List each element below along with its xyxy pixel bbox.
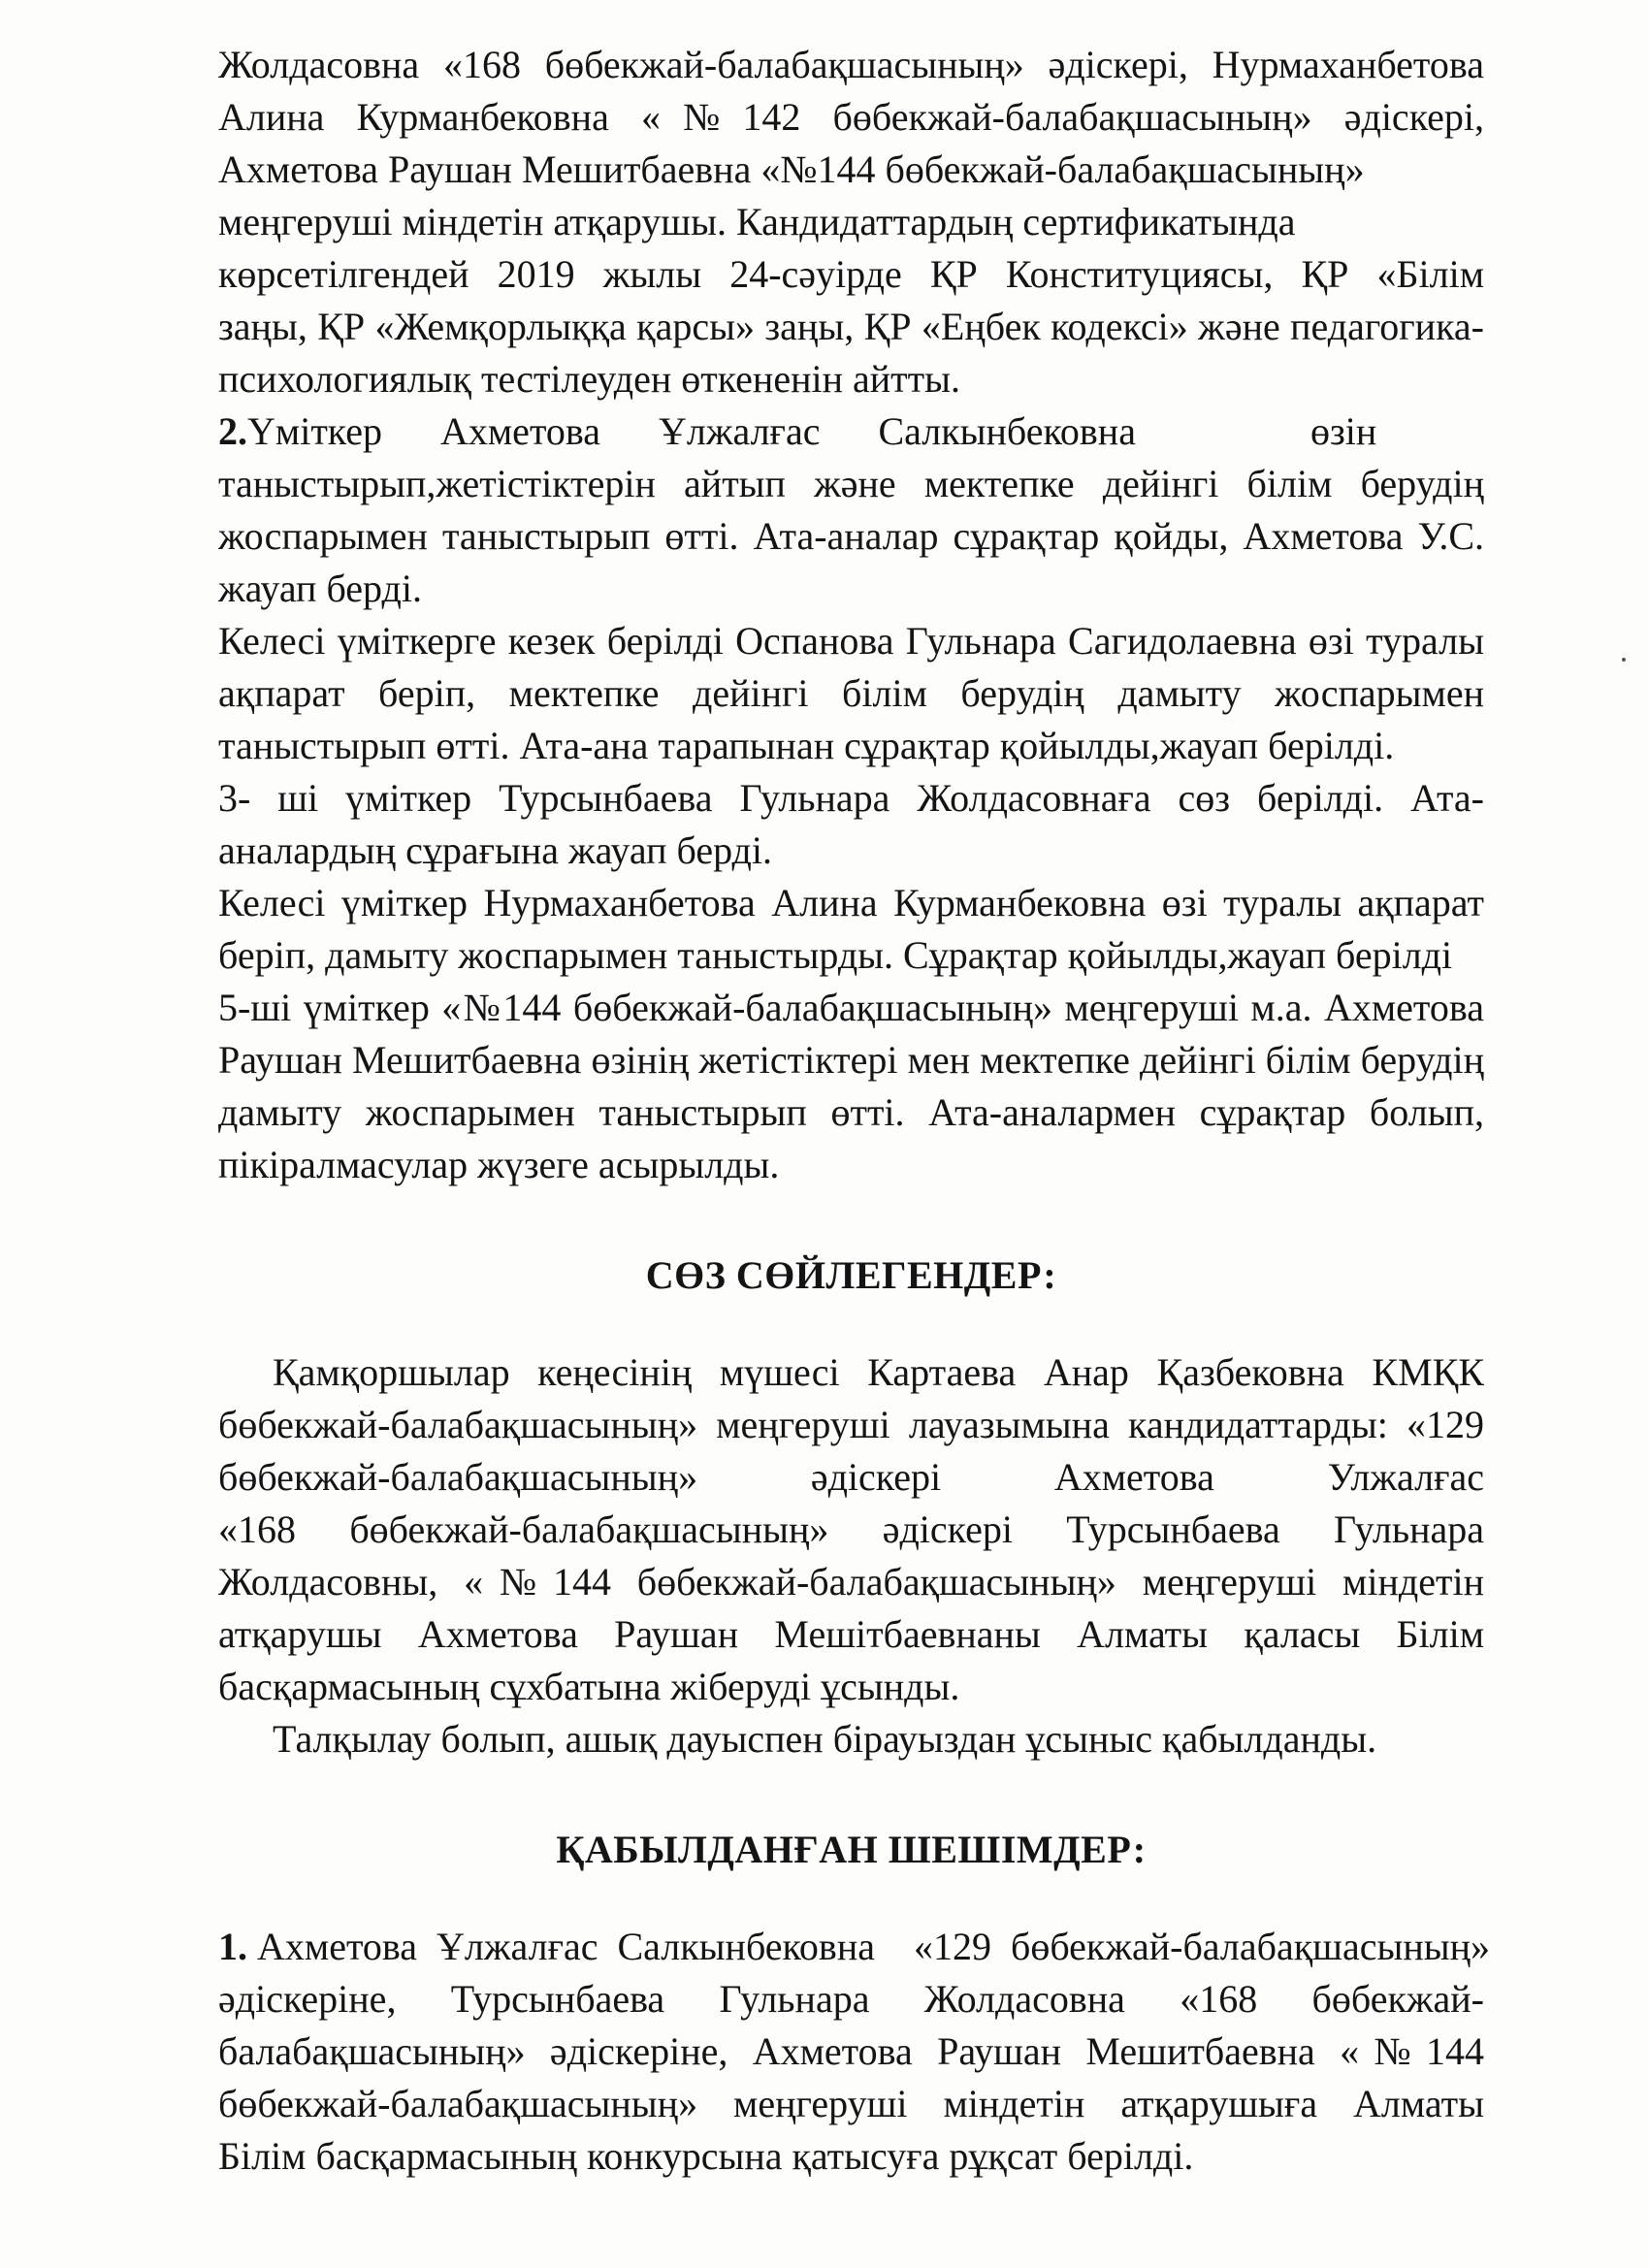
text-line: жауап берді. (218, 567, 422, 610)
text-line: жоспарымен таныстырып өтті. Ата-аналар сұрақтар қойды, Ахметова У.С. (218, 514, 1484, 558)
item-2-text: Үміткер Ахметова Ұлжалғас Салкынбековна өзін (247, 409, 1377, 453)
document-body (218, 39, 1491, 2183)
text-line: Келесі үміткер Нурмаханбетова Алина Курманбековна өзі туралы ақпарат (218, 881, 1484, 924)
decision-number: 1. (218, 1925, 247, 1968)
spacer (218, 1766, 1484, 1824)
section-heading-speakers: СӨЗ СӨЙЛЕГЕНДЕР: (645, 1253, 1057, 1297)
decision-1-text: Ахметова Ұлжалғас Салкынбековна «129 бөбекжай-балабақшасының» (257, 1925, 1491, 1968)
text-line: беріп, дамыту жоспарымен таныстырды. Сұрақтар қойылды,жауап берілді (218, 933, 1453, 977)
spacer (218, 1876, 1484, 1921)
text-line: Жолдасовна «168 бөбекжай-балабақшасының» әдіскері, Нурмаханбетова (218, 43, 1484, 86)
text-line: Қамқоршылар кеңесінің мүшесі Картаева Анар Қазбековна КМҚК (273, 1350, 1484, 1394)
text-line: психологиялық тестілеуден өткененін айтты. (218, 357, 960, 401)
discussion-line: Талқылау болып, ашық дауыспен бірауыздан ұсыныс қабылданды. (273, 1717, 1377, 1761)
text-line: Раушан Мешитбаевна өзінің жетістіктері мен мектепке дейінгі білім берудің (218, 1038, 1484, 1082)
text-line: бөбекжай-балабақшасының» меңгеруші міндетін атқарушыға Алматы (218, 2082, 1484, 2125)
text-line: Алина Курманбековна «№142 бөбекжай-балабақшасының» әдіскері, (218, 95, 1484, 139)
item-2-line (218, 405, 1484, 458)
text-line: дамыту жоспарымен таныстырып өтті. Ата-аналармен сұрақтар болып, (218, 1090, 1484, 1134)
text-line: 3- ші үміткер Турсынбаева Гульнара Жолдасовнаға сөз берілді. Ата- (218, 776, 1484, 820)
text-line: заңы, ҚР «Жемқорлыққа қарсы» заңы, ҚР «Еңбек кодексі» және педагогика- (218, 305, 1484, 348)
paragraph-presentations (218, 405, 1484, 1191)
text-line: басқармасының сұхбатына жіберуді ұсынды. (218, 1665, 960, 1708)
text-line: Жолдасовны, «№144 бөбекжай-балабақшасының» меңгеруші міндетін (218, 1560, 1484, 1604)
item-number: 2. (218, 409, 247, 453)
text-line: таныстырып,жетістіктерін айтып және мектепке дейінгі білім берудің (218, 462, 1484, 505)
section-heading-decisions: ҚАБЫЛДАНҒАН ШЕШІМДЕР: (556, 1828, 1147, 1871)
scan-speck (1622, 658, 1626, 662)
text-line: 5-ші үміткер «№144 бөбекжай-балабақшасының» меңгеруші м.а. Ахметова (218, 986, 1484, 1029)
paragraph-decisions (218, 1921, 1491, 2183)
text-line: Келесі үміткерге кезек берілді Оспанова Гульнара Сагидолаевна өзі туралы (218, 619, 1484, 663)
text-line: балабақшасының» әдіскеріне, Ахметова Раушан Мешитбаевна «№144 (218, 2029, 1484, 2073)
text-line: меңгеруші міндетін атқарушы. Кандидаттардың сертификатында (218, 200, 1296, 243)
text-line: бөбекжай-балабақшасының» меңгеруші лауазымына кандидаттарды: «129 (218, 1403, 1484, 1446)
spacer (218, 1191, 1484, 1249)
text-line: Білім басқармасының конкурсына қатысуға рұқсат берілді. (218, 2134, 1194, 2178)
text-line: ақпарат беріп, мектепке дейінгі білім берудің дамыту жоспарымен (218, 671, 1484, 715)
text-line: «168 бөбекжай-балабақшасының» әдіскері Турсынбаева Гульнара (218, 1507, 1484, 1551)
text-line: әдіскеріне, Турсынбаева Гульнара Жолдасовна «168 бөбекжай- (218, 1977, 1484, 2021)
text-line: бөбекжай-балабақшасының» әдіскері Ахметова Улжалғас (218, 1455, 1484, 1499)
paragraph-speakers (218, 1346, 1484, 1766)
spacer (218, 1302, 1484, 1346)
text-line: аналардың сұрағына жауап берді. (218, 828, 773, 872)
text-line: таныстырып өтті. Ата-ана тарапынан сұрақтар қойылды,жауап берілді. (218, 724, 1395, 767)
paragraph-candidates (218, 39, 1484, 405)
decision-1-line (218, 1921, 1491, 1973)
text-line: атқарушы Ахметова Раушан Мешітбаевнаны Алматы қаласы Білім (218, 1612, 1484, 1656)
text-line: пікіралмасулар жүзеге асырылды. (218, 1143, 780, 1186)
text-line: Ахметова Раушан Мешитбаевна «№144 бөбекжай-балабақшасының» (218, 147, 1365, 191)
text-line: көрсетілгендей 2019 жылы 24-сәуірде ҚР Конституциясы, ҚР «Білім (218, 252, 1484, 296)
